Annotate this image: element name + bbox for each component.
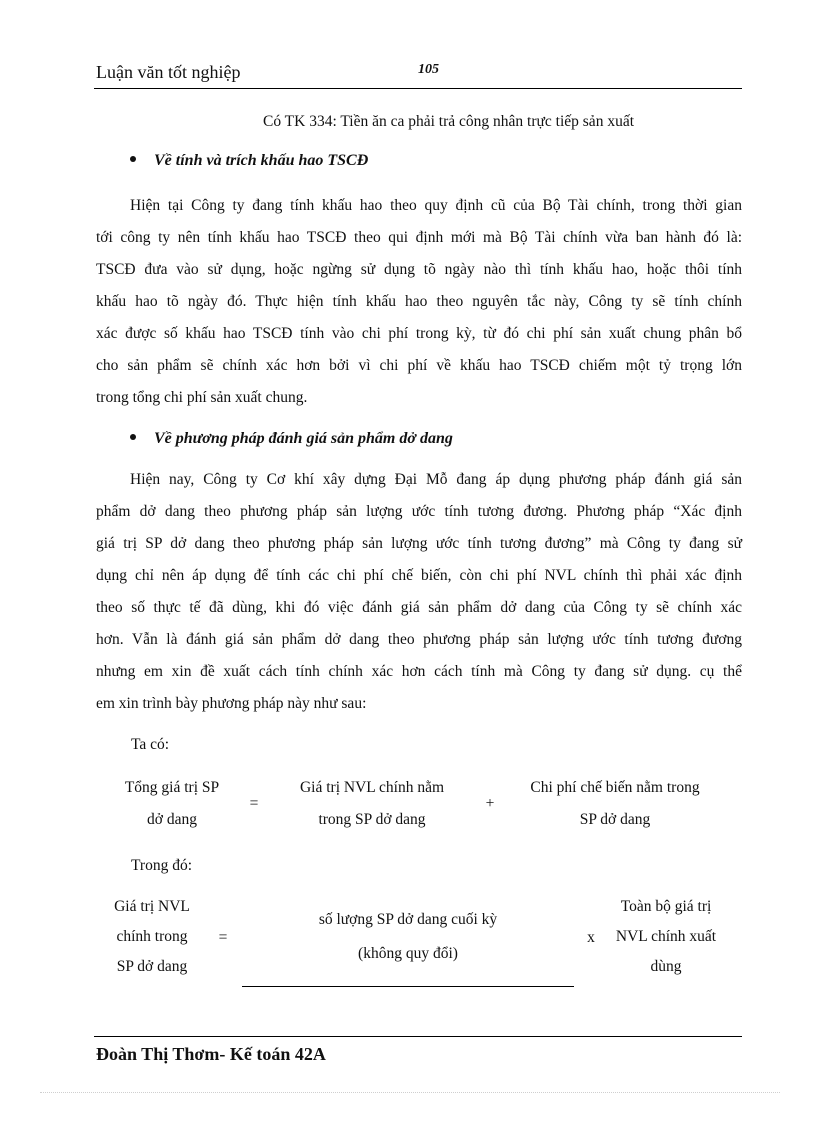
section-heading-text: Về phương pháp đánh giá sản phẩm dở dang xyxy=(154,430,453,447)
page-edge-divider xyxy=(40,1092,780,1093)
footer-divider xyxy=(94,1036,742,1037)
header-title: Luận văn tốt nghiệp xyxy=(96,62,241,82)
fraction-line xyxy=(242,986,574,987)
paragraph-line: trong tổng chi phí sản xuất chung. xyxy=(96,389,308,406)
formula-text: (không quy đổi) xyxy=(358,945,458,962)
bullet-icon xyxy=(130,434,136,440)
formula-text: Toàn bộ giá trị xyxy=(620,898,712,915)
section-heading-text: Về tính và trích khấu hao TSCĐ xyxy=(154,152,369,169)
formula-text: Giá trị NVL xyxy=(114,898,190,915)
formula2-equals: = xyxy=(218,929,228,946)
formula-text: số lượng SP dở dang cuối kỳ xyxy=(318,911,498,928)
formula-text: Tổng giá trị SP xyxy=(124,779,220,796)
formula-text: chính trong xyxy=(116,928,188,945)
paragraph-line: theo số thực tế đã dùng, khi đó việc đánh giá sản phẩm dở dang của Công ty sẽ chính xác xyxy=(96,599,742,616)
paragraph-line: dụng chỉ nên áp dụng để tính các chi phí chế biến, còn chi phí NVL chính thì phải xác định xyxy=(96,567,742,584)
paragraph-line: khấu hao tõ ngày đó. Thực hiện tính khấu hao theo nguyên tắc này, Công ty sẽ tính chính xyxy=(96,293,742,310)
credit-line: Có TK 334: Tiền ăn ca phải trả công nhân trực tiếp sản xuất xyxy=(263,113,635,130)
formula-text: Chi phí chế biến nằm trong xyxy=(530,779,700,796)
page-number: 105 xyxy=(418,62,439,77)
formula2-rhs xyxy=(606,892,726,982)
formula2-lhs xyxy=(96,892,208,982)
paragraph-line: xác được số khấu hao TSCĐ tính vào chi phí trong kỳ, từ đó chi phí sản xuất chung phân bổ xyxy=(96,325,742,342)
paragraph-line: cho sản phẩm sẽ chính xác hơn bởi vì chi phí về khấu hao TSCĐ chiếm một tỷ trọng lớn xyxy=(96,357,742,374)
section-heading-depreciation xyxy=(130,152,368,170)
formula-text: SP dở dang xyxy=(579,811,651,828)
ta-co-label: Ta có: xyxy=(131,736,170,753)
formula1-lhs xyxy=(110,772,234,836)
paragraph-line: giá trị SP dở dang theo phương pháp sản lượng ước tính tương đương” mà Công ty đang sử xyxy=(96,535,742,552)
formula2-times: x xyxy=(587,929,595,946)
formula-text: SP dở dang xyxy=(116,958,188,975)
paragraph-line: em xin trình bày phương pháp này như sau: xyxy=(96,695,367,712)
paragraph-line: tới công ty nên tính khấu hao TSCĐ theo qui định mới mà Bộ Tài chính vừa ban hành đó là: xyxy=(96,229,742,246)
paragraph-wip-valuation xyxy=(96,464,742,720)
paragraph-line: hơn. Vẫn là đánh giá sản phẩm dở dang theo phương pháp sản lượng ước tính tương đương xyxy=(96,631,742,648)
formula-text: dở dang xyxy=(147,811,197,828)
paragraph-line: nhưng em xin đề xuất cách tính chính xác hơn cách tính mà Công ty đang sử dụng. cụ thể xyxy=(96,663,742,680)
formula-text: NVL chính xuất xyxy=(615,928,717,945)
formula1-term1 xyxy=(282,772,462,836)
formula1-term2 xyxy=(512,772,718,836)
paragraph-line: phẩm dở dang theo phương pháp sản lượng ước tính tương đương. Phương pháp “Xác định xyxy=(96,503,742,520)
formula-text: trong SP dở dang xyxy=(318,811,426,828)
paragraph-line: TSCĐ đưa vào sử dụng, hoặc ngừng sử dụng tõ ngày nào thì tính khấu hao, hoặc thôi tính xyxy=(96,261,742,278)
paragraph-line: Hiện tại Công ty đang tính khấu hao theo quy định cũ của Bộ Tài chính, trong thời gian xyxy=(130,197,742,214)
formula1-equals: = xyxy=(249,795,259,812)
formula-text: dùng xyxy=(650,958,682,975)
header-divider xyxy=(94,88,742,89)
section-heading-wip-valuation xyxy=(130,430,453,448)
trong-do-label: Trong đó: xyxy=(131,857,193,874)
formula1-plus: + xyxy=(485,795,495,812)
bullet-icon xyxy=(130,156,136,162)
formula-text: Giá trị NVL chính nằm xyxy=(299,779,445,796)
formula2-numerator xyxy=(290,903,526,971)
footer-author: Đoàn Thị Thơm- Kế toán 42A xyxy=(96,1044,326,1064)
paragraph-line: Hiện nay, Công ty Cơ khí xây dựng Đại Mỗ đang áp dụng phương pháp đánh giá sản xyxy=(130,471,742,488)
paragraph-depreciation xyxy=(96,190,742,414)
